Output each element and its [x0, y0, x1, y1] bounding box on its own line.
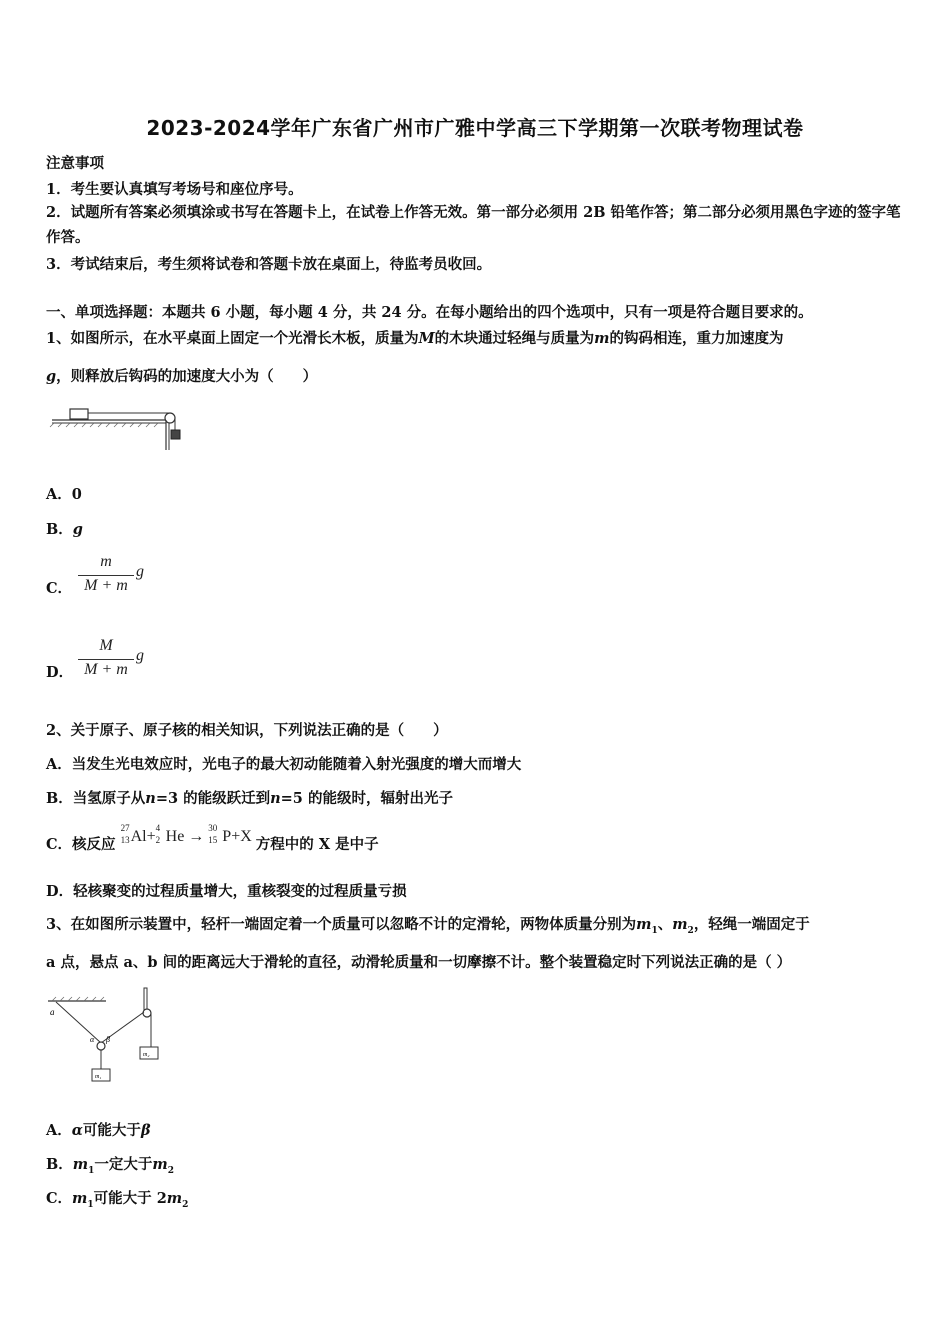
q3-option-a-label: A． — [46, 1122, 72, 1139]
q1-option-b-text: g — [72, 521, 83, 538]
q2-option-c[interactable] — [46, 823, 379, 854]
q3-option-c-m2-sub: 2 — [182, 1199, 189, 1210]
al-mass-number: 27 — [120, 823, 130, 834]
q1-option-c[interactable] — [46, 577, 72, 598]
arrow-icon: → — [188, 828, 205, 845]
q2-option-b-mid2: =5 的能级时，辐射出光子 — [280, 790, 453, 807]
q1-option-c-label: C． — [46, 580, 73, 597]
q2-option-c-pre: C．核反应 — [46, 836, 116, 853]
q1-option-d[interactable] — [46, 661, 73, 682]
q2-option-b-mid1: =3 的能级跃迁到 — [155, 790, 271, 807]
q1-figure — [48, 400, 188, 452]
fig-label-m2: m₂ — [143, 1052, 150, 1058]
al-atomic-number: 13 — [120, 835, 130, 846]
q2-option-c-equation — [120, 823, 256, 846]
p-atomic-number: 15 — [208, 835, 218, 846]
q3-option-c-text: 可能大于 2 — [93, 1190, 167, 1207]
q3-option-a-beta: β — [140, 1122, 151, 1139]
q1-option-a-text: 0 — [71, 486, 82, 503]
q1-stem-line1 — [46, 327, 906, 348]
q3-option-a[interactable] — [46, 1119, 151, 1140]
fig-label-beta: β — [106, 1035, 110, 1044]
al-prescript — [120, 823, 131, 846]
q3-option-c-m1-sub: 1 — [87, 1199, 94, 1210]
q3-stem-b: ，轻绳一端固定于 — [693, 916, 810, 933]
section-heading: 一、单项选择题：本题共 6 小题，每小题 4 分，共 24 分。在每小题给出的四个选项中，只有一项是符合题目要求的。 — [46, 304, 813, 321]
q1-stem-d: ，则释放后钩码的加速度大小为（ ） — [56, 368, 318, 385]
q2-option-c-post: 方程中的 X 是中子 — [255, 836, 379, 853]
he-prescript — [155, 823, 166, 846]
q1-option-a[interactable] — [46, 483, 82, 504]
q3-option-b-m1: m — [72, 1156, 89, 1173]
q1-option-a-label: A． — [46, 486, 72, 503]
q2-stem: 2、关于原子、原子核的相关知识，下列说法正确的是（ ） — [46, 722, 448, 739]
fig-label-a: a — [50, 1007, 55, 1017]
q1-stem-c: 的钩码相连，重力加速度为 — [609, 330, 784, 347]
q3-option-b-label: B． — [46, 1156, 73, 1173]
q2-option-b[interactable] — [46, 787, 453, 808]
note-item-2: 2．试题所有答案必须填涂或书写在答题卡上，在试卷上作答无效。第一部分必须用 2B 铅笔作答；第二部分必须用黑色字迹的签字笔作答。 — [46, 204, 901, 246]
q2-option-b-n1: n — [145, 790, 156, 807]
q2-option-a[interactable]: A．当发生光电效应时，光电子的最大初动能随着入射光强度的增大而增大 — [46, 756, 522, 773]
q3-m1: m — [636, 916, 652, 933]
q1-option-d-denominator: M + m — [84, 661, 128, 678]
notes-heading: 注意事项 — [46, 155, 104, 172]
q1-var-g: g — [46, 368, 57, 385]
q3-option-b-m2: m — [152, 1156, 168, 1173]
q3-option-b-m1-sub: 1 — [88, 1165, 95, 1176]
q3-option-b[interactable] — [46, 1153, 174, 1176]
q2-option-d[interactable]: D．轻核聚变的过程质量增大，重核裂变的过程质量亏损 — [46, 883, 407, 900]
he-atomic-number: 2 — [155, 835, 161, 846]
q3-stem-line2: a 点，悬点 a、b 间的距离远大于滑轮的直径，动滑轮质量和一切摩擦不计。整个装置稳定时下列说法正确的是（ ） — [46, 954, 792, 971]
q3-option-a-mid: 可能大于 — [82, 1122, 141, 1139]
q1-option-d-numerator: M — [99, 637, 113, 654]
q1-option-c-numerator: m — [100, 553, 112, 570]
q3-option-c-label: C． — [46, 1190, 73, 1207]
q3-sep: 、 — [657, 916, 673, 933]
q3-figure — [44, 985, 174, 1087]
q1-var-M: M — [418, 330, 435, 347]
he-symbol: He — [165, 828, 185, 845]
he-mass-number: 4 — [155, 823, 161, 834]
q3-option-b-text: 一定大于 — [94, 1156, 153, 1173]
q3-m1-sub: 1 — [651, 925, 658, 936]
note-item-3: 3．考试结束后，考生须将试卷和答题卡放在桌面上，待监考员收回。 — [46, 256, 492, 273]
q3-option-c[interactable] — [46, 1187, 188, 1210]
note-item-1: 1．考生要认真填写考场号和座位序号。 — [46, 181, 303, 198]
q3-option-b-m2-sub: 2 — [167, 1165, 174, 1176]
q3-stem-line1 — [46, 913, 906, 936]
q3-option-a-alpha: α — [71, 1122, 83, 1139]
p-symbol: P+X — [222, 828, 252, 845]
al-symbol: Al+ — [130, 828, 156, 845]
q1-option-b-label: B． — [46, 521, 73, 538]
fig-label-alpha: α — [90, 1035, 95, 1044]
p-prescript — [208, 823, 222, 846]
q1-option-b[interactable] — [46, 518, 83, 539]
page-title: 2023-2024学年广东省广州市广雅中学高三下学期第一次联考物理试卷 — [146, 116, 804, 140]
q1-stem-line2 — [46, 365, 906, 386]
q3-stem-a: 3、在如图所示装置中，轻杆一端固定着一个质量可以忽略不计的定滑轮，两物体质量分别为 — [46, 916, 637, 933]
q1-stem-b: 的木块通过轻绳与质量为 — [434, 330, 595, 347]
q2-option-b-pre: B．当氢原子从 — [46, 790, 146, 807]
q1-option-d-label: D． — [46, 664, 74, 681]
fraction-bar — [78, 659, 134, 660]
q3-option-c-m2: m — [166, 1190, 183, 1207]
q1-option-c-suffix: g — [136, 563, 144, 580]
q1-var-m: m — [594, 330, 610, 347]
q3-option-c-m1: m — [72, 1190, 88, 1207]
p-mass-number: 30 — [208, 823, 218, 834]
fig-label-m1: m₁ — [95, 1074, 102, 1080]
q2-option-b-n2: n — [270, 790, 281, 807]
q1-option-c-denominator: M + m — [84, 577, 128, 594]
q1-stem-a: 1、如图所示，在水平桌面上固定一个光滑长木板，质量为 — [46, 330, 419, 347]
fraction-bar — [78, 575, 134, 576]
q3-m2-sub: 2 — [687, 925, 694, 936]
q3-m2: m — [672, 916, 688, 933]
q1-option-d-suffix: g — [136, 647, 144, 664]
